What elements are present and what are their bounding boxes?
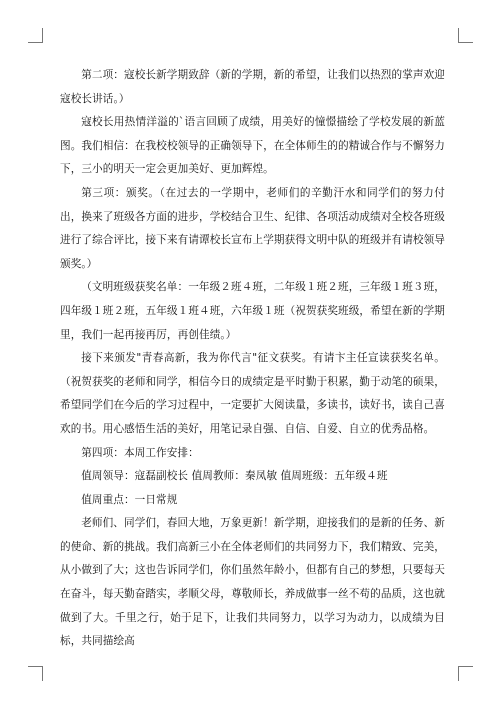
crop-mark-top-right (458, 28, 473, 43)
crop-mark-bottom-left (28, 666, 43, 681)
paragraph-principal-review: 寇校长用热情洋溢的`语言回顾了成绩，用美好的憧憬描绘了学校发展的新蓝图。我们相信：在我校校领导的正确领导下，在全体师生的的精诚合作与不懈努力下，三小的明天一定会更加美好、更加辉煌。 (60, 116, 445, 176)
paragraph-closing-speech: 老师们、同学们，春回大地，万象更新！新学期，迎接我们的是新的任务、新的使命、新的挑战。我们高新三小在全体老师们的共同努力下，我们精致、完美，从小做到了大；这也告诉同学们，你们虽然年龄小，但都有自己的梦想，只要每天在奋斗，每天勤奋踏实，孝顺父母，尊敬师长，养成做事一丝不苟的品质，这也就做到了大。千里之行，始于足下，让我们共同努力，以学习为动力，以成绩为目标，共同描绘高 (60, 517, 445, 648)
document-body (60, 64, 445, 654)
paragraph-duty-focus: 值周重点：一日常规 (81, 493, 178, 506)
crop-mark-top-left (28, 28, 43, 43)
paragraph-item-2-speech: 第二项：寇校长新学期致辞（新的学期，新的希望，让我们以热烈的掌声欢迎寇校长讲话。） (60, 69, 445, 105)
paragraph-duty-staff: 值周领导：寇磊副校长 值周教师：秦凤敏 值周班级：五年级４班 (81, 470, 388, 483)
paragraph-essay-awards: 接下来颁发"青春高新，我为你代言"征文获奖。有请卞主任宣读获奖名单。（祝贺获奖的老师和同学，相信今日的成绩定是平时勤于积累，勤于动笔的硕果，希望同学们在今后的学习过程中，一定要扩大阅读量，多读书，读好书，读自己喜欢的书。用心感悟生活的美好，用笔记录自强、自信、自爱、自立的优秀品格。 (60, 352, 445, 435)
paragraph-item-3-awards: 第三项：颁奖。（在过去的一学期中，老师们的辛勤汗水和同学们的努力付出，换来了班级各方面的进步，学校结合卫生、纪律、各项活动成绩对全校各班级进行了综合评比，接下来有请谭校长宣布上学期获得文明中队的班级并有请校领导颁奖。） (60, 186, 445, 270)
crop-mark-bottom-right (458, 666, 473, 681)
paragraph-award-list: （文明班级获奖名单：一年级２班４班，二年级１班２班，三年级１班３班，四年级１班２班，五年级１班４班，六年级１班（祝贺获奖班级，希望在新的学期里，我们一起再接再厉，再创佳绩。） (60, 281, 445, 341)
paragraph-item-4-schedule: 第四项：本周工作安排： (81, 446, 199, 459)
